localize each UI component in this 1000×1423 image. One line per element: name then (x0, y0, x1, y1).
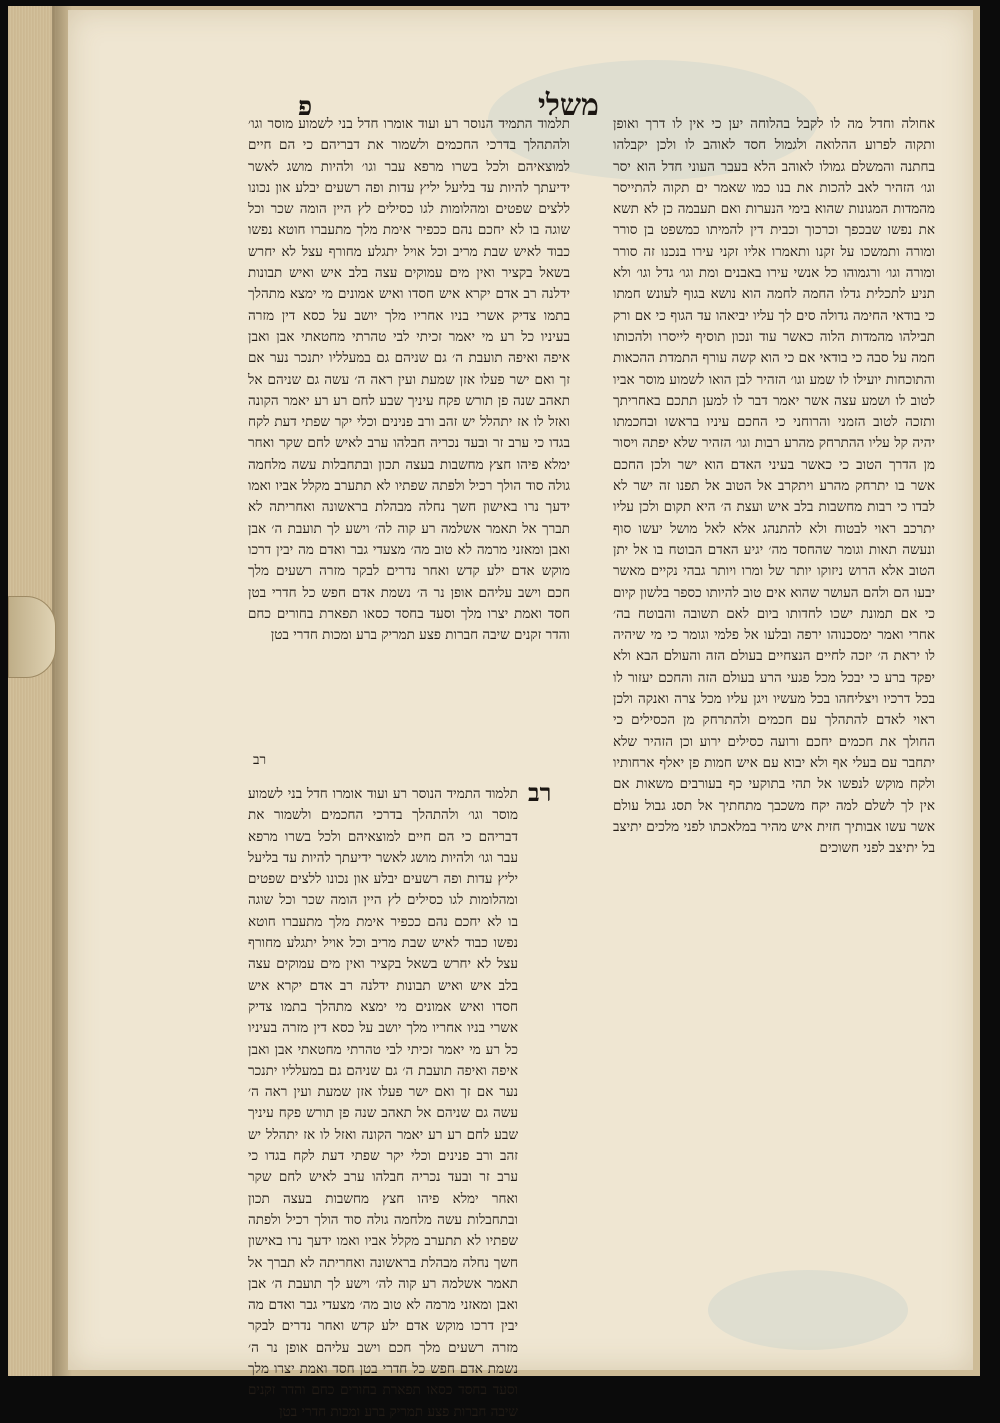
running-head: משלי (538, 88, 599, 123)
text-column-right (613, 114, 935, 1139)
text-column-left-lower (248, 784, 518, 1420)
text-column-left-upper (248, 114, 570, 752)
book (8, 6, 980, 1420)
page-leaf (68, 10, 973, 1420)
column-text: תלמוד התמיד הנוסר רע ועוד אומרו חדל בני לשמוע מוסר וגו׳ ולהתהלך בדרכי החכמים ולשמור את דבריהם כי הם חיים למוצאיהם ולכל בשרו מרפא עבר וגו׳ ולהיות מושג לאשר ידיעתך להיות עד בליעל יליץ עדות ופה רשעים יבלע און נכונו ללצים שפטים ומהלומות לגו כסילים לץ היין הומה שכר וכל שוגה בו לא יחכם נהם ככפיר אימת מלך מתעברו חוטא נפשו כבוד לאיש שבת מריב וכל אויל יתגלע מחורף עצל לא יחרש בשאל בקציר ואין מים עמוקים עצה בלב איש ואיש תבונות ידלנה רב אדם יקרא איש חסדו ואיש אמונים מי ימצא מתהלך בתמו צדיק אשרי בניו אחריו מלך יושב על כסא דין מזרה בעיניו כל רע מי יאמר זכיתי לבי טהרתי מחטאתי אבן ואבן איפה ואיפה תועבת ה׳ גם שניהם גם במעלליו יתנכר נער אם זך ואם ישר פעלו אזן שמעת ועין ראה ה׳ עשה גם שניהם אל תאהב שנה פן תורש פקח עיניך שבע לחם רע רע יאמר הקונה ואזל לו אז יתהלל יש זהב ורב פנינים וכלי יקר שפתי דעת לקח בגדו כי ערב זר ובעד נכריה חבלהו ערב לאיש לחם שקר ואחר ימלא פיהו חצץ מחשבות בעצה תכון ובתחבלות עשה מלחמה גולה סוד הולך רכיל ולפתה שפתיו לא תתערב מקלל אביו ואמו ידעך נרו באישון חשך נחלה מבהלת בראשונה ואחריתה לא תברך אל תאמר אשלמה רע קוה לה׳ וישע לך תועבת ה׳ אבן ואבן ומאזני מרמה לא טוב מה׳ מצעדי גבר ואדם מה יבין דרכו מוקש אדם ילע קדש ואחר נדרים לבקר מזרה רשעים מלך חכם וישב עליהם אופן נר ה׳ נשמת אדם חפש כל חדרי בטן חסד ואמת יצרו מלך וסעד בחסד כסאו תפארת בחורים כחם והדר זקנים שיבה חברות פצע תמריק ברע ומכות חדרי בטן (248, 786, 518, 1420)
water-stain (708, 1270, 908, 1350)
column-text: אחולה וחדל מה לו לקבל בהלוחה יען כי אין לו דרך ואופן ותקוה לפרוע ההלואה ולגמול חסד לאוהב לו ולכן יקבלהו בחתנה והמשלם גמולו לאוהב הלא בעבר העוני חדל הוא יסר וגו׳ הזהיר לאב להכות את בנו כמו שאמר ים תקוה להתייסר מהמדות המגונות שהוא בימי הנערות ואם תעבמה כן לא תשא את נפשו שבכפך וכרכוך וכבית דין להמיתו כמשפט בן סורר ומורה ותמשכו על זקנו ותאמרו אליו זקני עירו בנכנו זה סורר ומורה וגו׳ ורגמוהו כל אנשי עירו באבנים ומת וגו׳ גדל וגו׳ ולא תניע לתכלית גדלו החמה לחמה הוא נושא בגוף לעונש חמתו כי בודאי החימה גדולה סים לך עליו יביאהו עד הגוף כי אם ורק תבילהו מהמדות הלוה כאשר עוד ונכון תוסיף לייסרו ולהכותו חמה על סבה כי בודאי אם כי הוא קשה עורף התמדת ההכאות והתוכחות יועילו לו שמע וגו׳ הזהיר לבן הואו לשמוע מוסר אביו לטוב לו ושמע עצה אשר יאמר דבר לו למען תתכם באחריתך ותזכה לטוב הזמני והרוחני כי החכם עיניו בראשו ובחכמתו יהיה קל עליו ההתרחק מהרע רבות וגו׳ הזהיר שלא יפתה ויסור מן הדרך הטוב כי כאשר בעיני האדם הוא ישר ולכן החכם אשר בו יתרחק מהרע ויתקרב אל הטוב אל תפנו זה ישר לא לבדו כי רבות מחשבות בלב איש ועצת ה׳ היא תקום ולכן עליו יתרכב ראוי לבטוח ולא להתנהג אלא לאל מושל יעשו סוף ונעשה תאות וגומר שהחסד מה׳ יגיע האדם הבוטח בו אל יתן הטוב אלא הרוש ניזוקו יותר של ומרו ויותר גבהי נקיים מאשר יבעו הם ולהם העושר שהוא אים טוב להיותו כספר בלשון קיום כי אם תמונת ישכו לחדותו ביום לאם תשובה והבוטח בה׳ אחרי ואמר ימסכנוהו ירפה ובלעו אל פלמי וגומר כי מי שיהיה לו יראת ה׳ יזכה לחיים הנצחיים בעולם הזה והעולם הבא ולא יפקד ברע כי יבכל מכל פגעי הרע בעולם הזה והחכם יעזור לו בכל דרכיו ויצליחהו בכל מעשיו ויגן עליו מכל צרה ואנקה ולכן ראוי לאדם להתהלך עם חכמים ולהתרחק מן הכסילים כי החולך את חכמים יחכם ורועה כסילים ירוע וכן הזהיר שלא יתחבר עם בעלי אף ולא יבוא עם איש חמות פן יאלף ארחותיו ולקח מוקש לנפשו אל תהי בתוקעי כף בעורבים משאות אם אין לך לשלם למה יקח משכבך מתחתיך אל תסג גבול עולם אשר עשו אבותיך חזית איש מהיר במלאכתו לפני מלכים יתיצב בל יתיצב לפני חשוכים (613, 116, 936, 857)
page-edges (8, 6, 56, 1376)
catchword: רב (253, 752, 267, 768)
folio-letter: פ (298, 92, 313, 122)
column-text: תלמוד התמיד הנוסר רע ועוד אומרו חדל בני לשמוע מוסר וגו׳ ולהתהלך בדרכי החכמים ולשמור את דבריהם כי הם חיים למוצאיהם ולכל בשרו מרפא עבר וגו׳ ולהיות מושג לאשר ידיעתך להיות עד בליעל יליץ עדות ופה רשעים יבלע און נכונו ללצים שפטים ומהלומות לגו כסילים לץ היין הומה שכר וכל שוגה בו לא יחכם נהם ככפיר אימת מלך מתעברו חוטא נפשו כבוד לאיש שבת מריב וכל אויל יתגלע מחורף עצל לא יחרש בשאל בקציר ואין מים עמוקים עצה בלב איש ואיש תבונות ידלנה רב אדם יקרא איש חסדו ואיש אמונים מי ימצא מתהלך בתמו צדיק אשרי בניו אחריו מלך יושב על כסא דין מזרה בעיניו כל רע מי יאמר זכיתי לבי טהרתי מחטאתי אבן ואבן איפה ואיפה תועבת ה׳ גם שניהם גם במעלליו יתנכר נער אם זך ואם ישר פעלו אזן שמעת ועין ראה ה׳ עשה גם שניהם אל תאהב שנה פן תורש פקח עיניך שבע לחם רע רע יאמר הקונה ואזל לו אז יתהלל יש זהב ורב פנינים וכלי יקר שפתי דעת לקח בגדו כי ערב זר ובעד נכריה חבלהו ערב לאיש לחם שקר ואחר ימלא פיהו חצץ מחשבות בעצה תכון ובתחבלות עשה מלחמה גולה סוד הולך רכיל ולפתה שפתיו לא תתערב מקלל אביו ואמו ידעך נרו באישון חשך נחלה מבהלת בראשונה ואחריתה לא תברך אל תאמר אשלמה רע קוה לה׳ וישע לך תועבת ה׳ אבן ואבן ומאזני מרמה לא טוב מה׳ מצעדי גבר ואדם מה יבין דרכו מוקש אדם ילע קדש ואחר נדרים לבקר מזרה רשעים מלך חכם וישב עליהם אופן נר ה׳ נשמת אדם חפש כל חדרי בטן חסד ואמת יצרו מלך וסעד בחסד כסאו תפארת בחורים כחם והדר זקנים שיבה חברות פצע תמריק ברע ומכות חדרי בטן (248, 116, 570, 644)
scan-border (982, 0, 1000, 1384)
section-marker: רב (528, 778, 552, 807)
page-tab-marker (8, 596, 56, 678)
